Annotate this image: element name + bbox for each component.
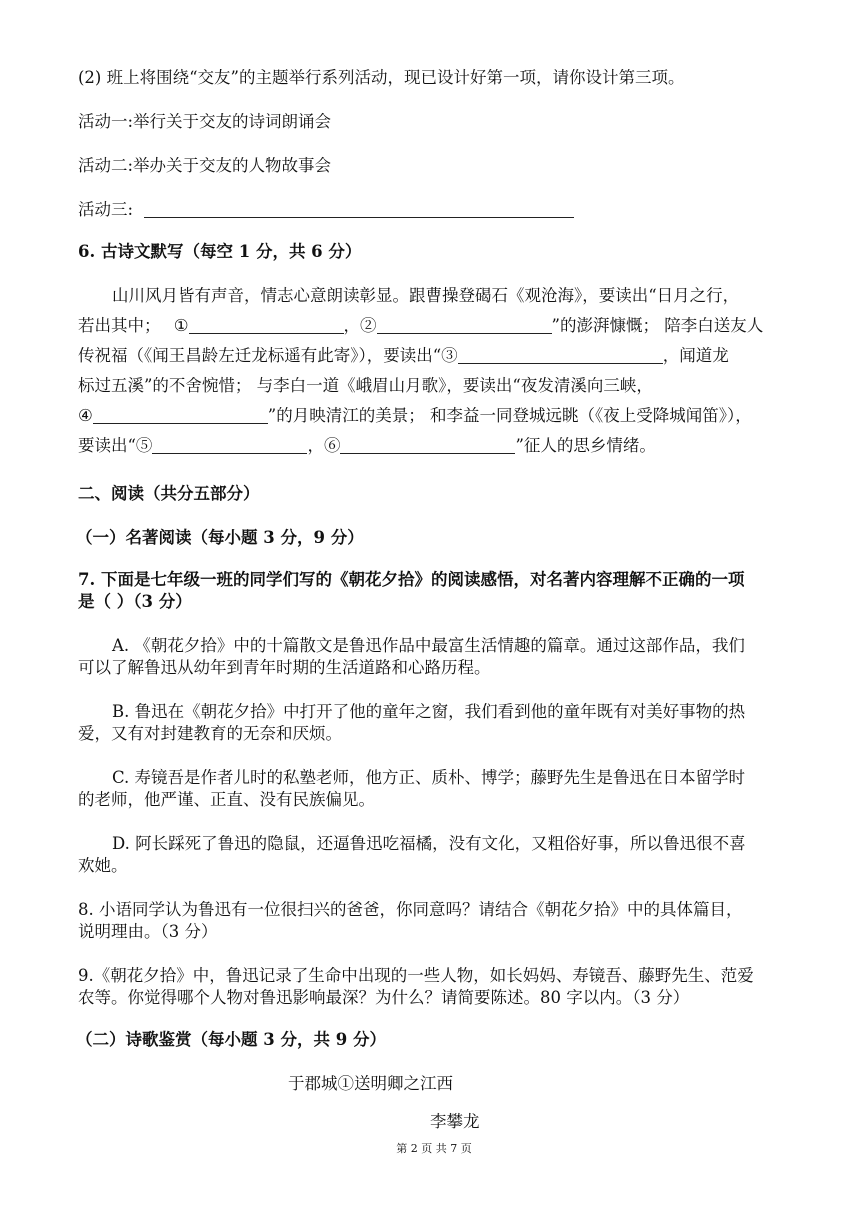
- section-2-title: 二、阅读（共分五部分）: [78, 484, 260, 503]
- blank-2[interactable]: [377, 316, 552, 334]
- blank-marker-4: ④: [78, 406, 93, 425]
- option-c-line-2: 的老师，他严谨、正直、没有民族偏见。: [78, 790, 375, 809]
- option-c-line-1: C. 寿镜吾是作者儿时的私塾老师，他方正、质朴、博学；藤野先生是鲁迅在日本留学时: [112, 768, 746, 787]
- blank-5[interactable]: [152, 436, 307, 454]
- blank-marker-1: ①: [173, 316, 189, 335]
- activity-3-label: 活动三:: [78, 200, 134, 219]
- q9-line-1: 9.《朝花夕拾》中，鲁迅记录了生命中出现的一些人物，如长妈妈、寿镜吾、藤野先生、范爱: [78, 966, 754, 985]
- q5-intro: (2) 班上将围绕“交友”的主题举行系列活动，现已设计好第一项，请你设计第三项。: [78, 68, 685, 87]
- q6-line-4: 标过五溪”的不舍惋惜； 与李白一道《峨眉山月歌》，要读出“夜发清溪向三峡，: [78, 376, 653, 395]
- blank-marker-2: ，②: [343, 316, 377, 335]
- q6-text: ”征人的思乡情绪。: [515, 436, 656, 455]
- q8-line-1: 8. 小语同学认为鲁迅有一位很扫兴的爸爸，你同意吗？请结合《朝花夕拾》中的具体篇目，: [78, 900, 743, 919]
- q8-line-2: 说明理由。（3 分）: [78, 922, 218, 941]
- option-b-line-1: B. 鲁迅在《朝花夕拾》中打开了他的童年之窗，我们看到他的童年既有对美好事物的热: [112, 702, 746, 721]
- activity-3-blank[interactable]: [144, 200, 574, 218]
- q6-text: ”的月映清江的美景； 和李益一同登城远眺（《夜上受降城闻笛》），: [267, 406, 752, 425]
- poem-title: 于郡城①送明卿之江西: [288, 1074, 453, 1093]
- blank-6[interactable]: [340, 436, 515, 454]
- q7-line-1: 7. 下面是七年级一班的同学们写的《朝花夕拾》的阅读感悟，对名著内容理解不正确的一项: [78, 570, 745, 589]
- q6-line-5: [78, 402, 752, 426]
- q6-text: ，闻道龙: [662, 346, 729, 365]
- q7-line-2: 是（ ）（3 分）: [78, 592, 192, 611]
- q6-line-1: 山川风月皆有声音，情志心意朗读彰显。跟曹操登碣石《观沧海》，要读出“日月之行，: [112, 286, 740, 305]
- q9-line-2: 农等。你觉得哪个人物对鲁迅影响最深？为什么？请简要陈述。80 字以内。（3 分）: [78, 988, 690, 1007]
- activity-2: 活动二:举办关于交友的人物故事会: [78, 156, 332, 175]
- q6-text: 若出其中；: [78, 316, 161, 335]
- q6-line-3: [78, 342, 729, 366]
- page-footer: 第 2 页 共 7 页: [396, 1142, 472, 1155]
- q6-text: 传祝福（《闻王昌龄左迁龙标遥有此寄》），要读出“③: [78, 346, 458, 365]
- option-d-line-1: D. 阿长踩死了鲁迅的隐鼠，还逼鲁迅吃福橘，没有文化，又粗俗好事，所以鲁迅很不喜: [112, 834, 746, 853]
- blank-4[interactable]: [93, 406, 268, 424]
- q6-line-6: [78, 432, 656, 456]
- subsection-1-title: （一）名著阅读（每小题 3 分，9 分）: [76, 528, 364, 547]
- blank-3[interactable]: [458, 346, 663, 364]
- poem-author: 李攀龙: [430, 1112, 480, 1131]
- option-a-line-2: 可以了解鲁迅从幼年到青年时期的生活道路和心路历程。: [78, 658, 491, 677]
- option-a-line-1: A. 《朝花夕拾》中的十篇散文是鲁迅作品中最富生活情趣的篇章。通过这部作品，我们: [112, 636, 745, 655]
- activity-1: 活动一:举行关于交友的诗词朗诵会: [78, 112, 332, 131]
- option-d-line-2: 欢她。: [78, 856, 128, 875]
- subsection-2-title: （二）诗歌鉴赏（每小题 3 分，共 9 分）: [76, 1030, 386, 1049]
- option-b-line-2: 爱，又有对封建教育的无奈和厌烦。: [78, 724, 342, 743]
- activity-3-line: [78, 196, 574, 220]
- blank-marker-6: ，⑥: [307, 436, 341, 455]
- q6-title: 6. 古诗文默写（每空 1 分，共 6 分）: [78, 242, 362, 261]
- q6-text: ”的澎湃慷慨； 陪李白送友人: [551, 316, 764, 335]
- blank-1[interactable]: [189, 316, 344, 334]
- q6-text: 要读出“⑤: [78, 436, 153, 455]
- q6-line-2: [78, 312, 763, 336]
